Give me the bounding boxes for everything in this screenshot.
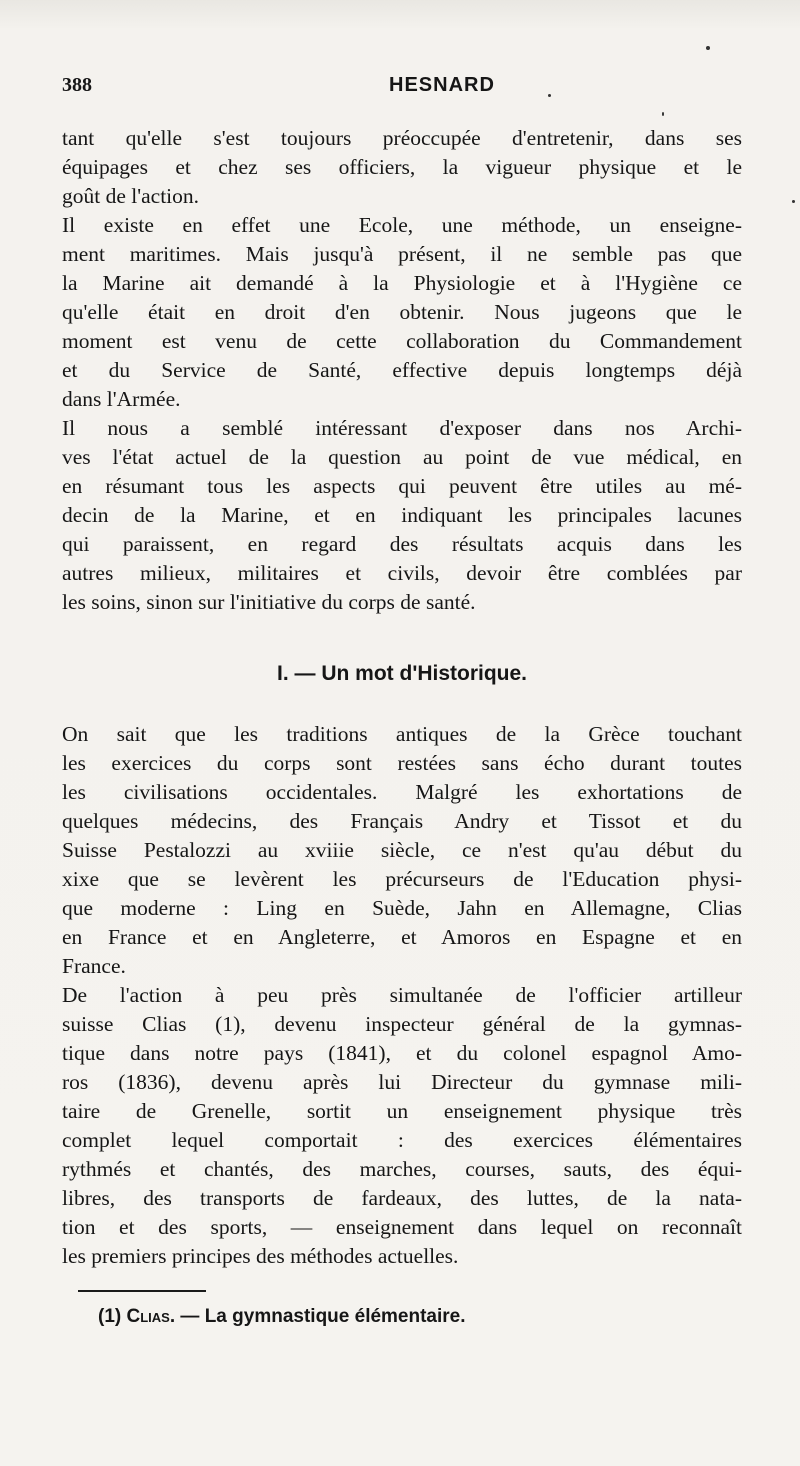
section-heading: I. — Un mot d'Historique. bbox=[277, 662, 527, 685]
text-line: ment maritimes. Mais jusqu'à présent, il ne semble pas que bbox=[62, 242, 742, 266]
footnote bbox=[98, 1306, 466, 1328]
text-line: les premiers principes des méthodes actuelles. bbox=[62, 1244, 459, 1268]
footnote-marker: (1) bbox=[98, 1306, 122, 1327]
page-header bbox=[62, 74, 742, 104]
text-line: France. bbox=[62, 954, 126, 978]
text-line: Il existe en effet une Ecole, une méthode, un enseigne- bbox=[62, 213, 742, 237]
text-line: les soins, sinon sur l'initiative du corps de santé. bbox=[62, 590, 476, 614]
text-line: que moderne : Ling en Suède, Jahn en Allemagne, Clias bbox=[62, 896, 742, 920]
text-line: tion et des sports, — enseignement dans lequel on reconnaît bbox=[62, 1215, 742, 1239]
text-line: ves l'état actuel de la question au point de vue médical, en bbox=[62, 445, 742, 469]
text-line: en France et en Angleterre, et Amoros en Espagne et en bbox=[62, 925, 742, 949]
text-line: et du Service de Santé, effective depuis longtemps déjà bbox=[62, 358, 742, 382]
text-line: complet lequel comportait : des exercices élémentaires bbox=[62, 1128, 742, 1152]
text-line: en résumant tous les aspects qui peuvent être utiles au mé- bbox=[62, 474, 742, 498]
text-line: la Marine ait demandé à la Physiologie et à l'Hygiène ce bbox=[62, 271, 742, 295]
body-text-block-1 bbox=[62, 124, 742, 617]
text-line: qui paraissent, en regard des résultats acquis dans les bbox=[62, 532, 742, 556]
print-speck bbox=[662, 112, 664, 116]
text-line: On sait que les traditions antiques de la Grèce touchant bbox=[62, 722, 742, 746]
print-speck bbox=[792, 200, 795, 203]
text-line: dans l'Armée. bbox=[62, 387, 181, 411]
text-line: libres, des transports de fardeaux, des luttes, de la nata- bbox=[62, 1186, 742, 1210]
text-line: goût de l'action. bbox=[62, 184, 200, 208]
running-head: HESNARD bbox=[389, 74, 495, 96]
text-line: autres milieux, militaires et civils, devoir être comblées par bbox=[62, 561, 742, 585]
footnote-rule bbox=[78, 1290, 206, 1292]
text-line: les exercices du corps sont restées sans écho durant toutes bbox=[62, 751, 742, 775]
text-line: moment est venu de cette collaboration du Commandement bbox=[62, 329, 742, 353]
text-line: tique dans notre pays (1841), et du colonel espagnol Amo- bbox=[62, 1041, 742, 1065]
footnote-text: — La gymnastique élémentaire. bbox=[180, 1306, 466, 1327]
text-line: taire de Grenelle, sortit un enseignement physique très bbox=[62, 1099, 742, 1123]
text-line: xixe que se levèrent les précurseurs de l'Education physi- bbox=[62, 867, 742, 891]
text-line: ros (1836), devenu après lui Directeur du gymnase mili- bbox=[62, 1070, 742, 1094]
text-line: De l'action à peu près simultanée de l'officier artilleur bbox=[62, 983, 742, 1007]
text-line: tant qu'elle s'est toujours préoccupée d'entretenir, dans ses bbox=[62, 126, 742, 150]
text-line: rythmés et chantés, des marches, courses, sauts, des équi- bbox=[62, 1157, 742, 1181]
text-line: équipages et chez ses officiers, la vigueur physique et le bbox=[62, 155, 742, 179]
text-line: decin de la Marine, et en indiquant les principales lacunes bbox=[62, 503, 742, 527]
body-text-block-2 bbox=[62, 720, 742, 1271]
text-line: quelques médecins, des Français Andry et Tissot et du bbox=[62, 809, 742, 833]
page-number: 388 bbox=[62, 74, 92, 96]
text-line: Il nous a semblé intéressant d'exposer dans nos Archi- bbox=[62, 416, 742, 440]
text-line: Suisse Pestalozzi au xviiie siècle, ce n'est qu'au début du bbox=[62, 838, 742, 862]
text-line: qu'elle était en droit d'en obtenir. Nous jugeons que le bbox=[62, 300, 742, 324]
text-line: les civilisations occidentales. Malgré les exhortations de bbox=[62, 780, 742, 804]
footnote-author: Clias. bbox=[126, 1306, 176, 1327]
print-speck bbox=[706, 46, 710, 50]
print-speck bbox=[548, 94, 551, 97]
text-line: suisse Clias (1), devenu inspecteur général de la gymnas- bbox=[62, 1012, 742, 1036]
